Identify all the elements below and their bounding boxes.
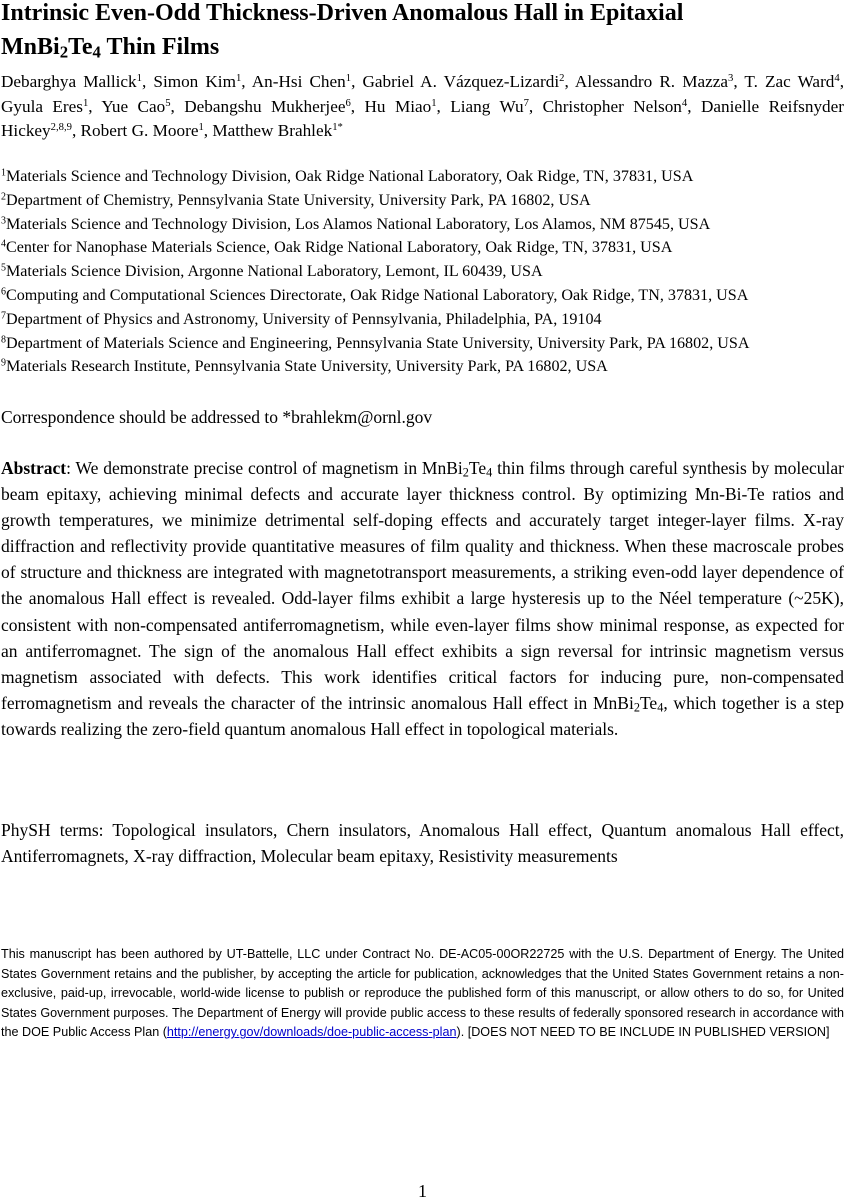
- author: Matthew Brahlek$^{1*}$: [212, 121, 343, 140]
- doe-access-plan-link[interactable]: http://energy.gov/downloads/doe-public-access-plan: [166, 1025, 457, 1040]
- author-affiliation-mark: 6: [345, 97, 351, 109]
- author: Alessandro R. Mazza$^3$,: [574, 72, 745, 91]
- physh-terms: PhySH terms: Topological insulators, Chern insulators, Anomalous Hall effect, Quantum anomalous Hall effect, Antiferromagnets, X-ray diffraction, Molecular beam epitaxy, Resistivity measurements: [1, 820, 844, 866]
- author-affiliation-mark: 7: [523, 97, 529, 109]
- title-line-1: Intrinsic Even-Odd Thickness-Driven Anomalous Hall in Epitaxial: [1, 0, 684, 26]
- author: Debarghya Mallick$^1$,: [1, 72, 154, 91]
- affiliation-item: $^2$Department of Chemistry, Pennsylvania State University, University Park, PA 16802, USA: [1, 191, 591, 209]
- author-affiliation-mark: 1: [345, 73, 352, 85]
- correspondence-line: Correspondence should be addressed to *brahlekm@ornl.gov: [1, 407, 433, 427]
- affiliation-item: $^4$Center for Nanophase Materials Science, Oak Ridge National Laboratory, Oak Ridge, TN, 37831, USA: [1, 238, 673, 257]
- author: Hu Miao$^1$,: [364, 96, 451, 116]
- author: Danielle Reifsnyder Hickey$^{2,8,9}$,: [1, 96, 845, 140]
- author-affiliation-mark: 2: [559, 73, 565, 85]
- author: Liang Wu$^7$,: [450, 96, 543, 116]
- affiliation-item: $^3$Materials Science and Technology Division, Los Alamos National Laboratory, Los Alamos, NM 87545, USA: [1, 215, 711, 233]
- author: Yue Cao$^5$,: [101, 96, 185, 116]
- paper-title: [1, 0, 841, 64]
- author-affiliation-mark: 4: [681, 97, 688, 109]
- author-list: [1, 70, 844, 144]
- author: An-Hsi Chen$^1$,: [251, 72, 363, 91]
- author: Simon Kim$^1$,: [153, 72, 252, 91]
- abstract-label: Abstract: [1, 458, 67, 478]
- title-line-2: $MnBi_2Te_4$ Thin Films: [1, 34, 220, 62]
- author: Gyula Eres$^1$,: [1, 96, 102, 116]
- author: Robert G. Moore$^1$,: [80, 121, 213, 140]
- author-affiliation-mark: 4: [834, 73, 840, 85]
- author-affiliation-mark: 1*: [332, 122, 343, 134]
- affiliation-item: $^8$Department of Materials Science and Engineering, Pennsylvania State University, University Park, PA 16802, USA: [1, 334, 750, 352]
- author-affiliation-mark: 2,8,9: [50, 122, 72, 134]
- author-affiliation-mark: 1: [82, 97, 89, 109]
- author: T. Zac Ward$^4$,: [744, 72, 845, 91]
- abstract: Abstract: We demonstrate precise control of magnetism in $MnBi_2Te_4$ thin films through careful synthesis by molecular beam epitaxy, achieving minimal defects and accurate layer thickness control. By optimizing Mn-Bi-Te ratios and growth temperatures, we minimize detrimental self-doping effects and accurately target integer-layer films. X-ray diffraction and reflectivity provide quantitative measures of film quality and thickness. When these macroscale probes of structure and thickness are integrated with magnetotransport measurements, a striking even-odd layer dependence of the anomalous Hall effect is revealed. Odd-layer films exhibit a large hysteresis up to the Néel temperature (~25K), consistent with non-compensated antiferromagnetism, while even-layer films show minimal response, as expected for an antiferromagnet. The sign of the anomalous Hall effect exhibits a sign reversal for intrinsic magnetism versus magnetism associated with defects. This work identifies critical factors for inducing pure, non-compensated ferromagnetism and reveals the character of the intrinsic anomalous Hall effect in $MnBi_2Te_4$, which together is a step towards realizing the zero-field quantum anomalous Hall effect in topological materials.: [1, 458, 844, 739]
- affiliation-item: $^9$Materials Research Institute, Pennsylvania State University, University Park, PA 16802, USA: [1, 357, 608, 376]
- copyright-notice: This manuscript has been authored by UT-Battelle, LLC under Contract No. DE-AC05-00OR22725 with the U.S. Department of Energy. The United States Government retains and the publisher, by accepting the article for publication, acknowledges that the United States Government retains a non-exclusive, paid-up, irrevocable, world-wide license to publish or reproduce the published form of this manuscript, or allow others to do so, for United States Government purposes. The Department of Energy will provide public access to these results of federally sponsored research in accordance with the DOE Public Access Plan (http://energy.gov/downloads/doe-public-access-plan). [DOES NOT NEED TO BE INCLUDE IN PUBLISHED VERSION]: [1, 947, 844, 1040]
- author-affiliation-mark: 1: [136, 73, 142, 85]
- affiliation-list: [1, 165, 844, 379]
- affiliation-item: $^7$Department of Physics and Astronomy, University of Pennsylvania, Philadelphia, PA, 19104: [1, 310, 602, 328]
- author-affiliation-mark: 1: [198, 122, 204, 134]
- author-affiliation-mark: 3: [728, 73, 734, 85]
- author: Gabriel A. Vázquez-Lizardi$^2$,: [362, 72, 575, 91]
- author-affiliation-mark: 1: [235, 73, 242, 85]
- page-number: 1: [418, 1181, 427, 1201]
- author-affiliation-mark: 1: [431, 97, 437, 109]
- author: Christopher Nelson$^4$,: [542, 96, 701, 116]
- affiliation-item: $^1$Materials Science and Technology Division, Oak Ridge National Laboratory, Oak Ridge, TN, 37831, USA: [1, 167, 694, 185]
- affiliation-item: $^6$Computing and Computational Sciences Directorate, Oak Ridge National Laboratory, Oak Ridge, TN, 37831, USA: [1, 286, 749, 304]
- author-affiliation-mark: 5: [165, 97, 171, 109]
- author: Debangshu Mukherjee$^6$,: [184, 96, 365, 116]
- affiliation-item: $^5$Materials Science Division, Argonne National Laboratory, Lemont, IL 60439, USA: [1, 262, 543, 281]
